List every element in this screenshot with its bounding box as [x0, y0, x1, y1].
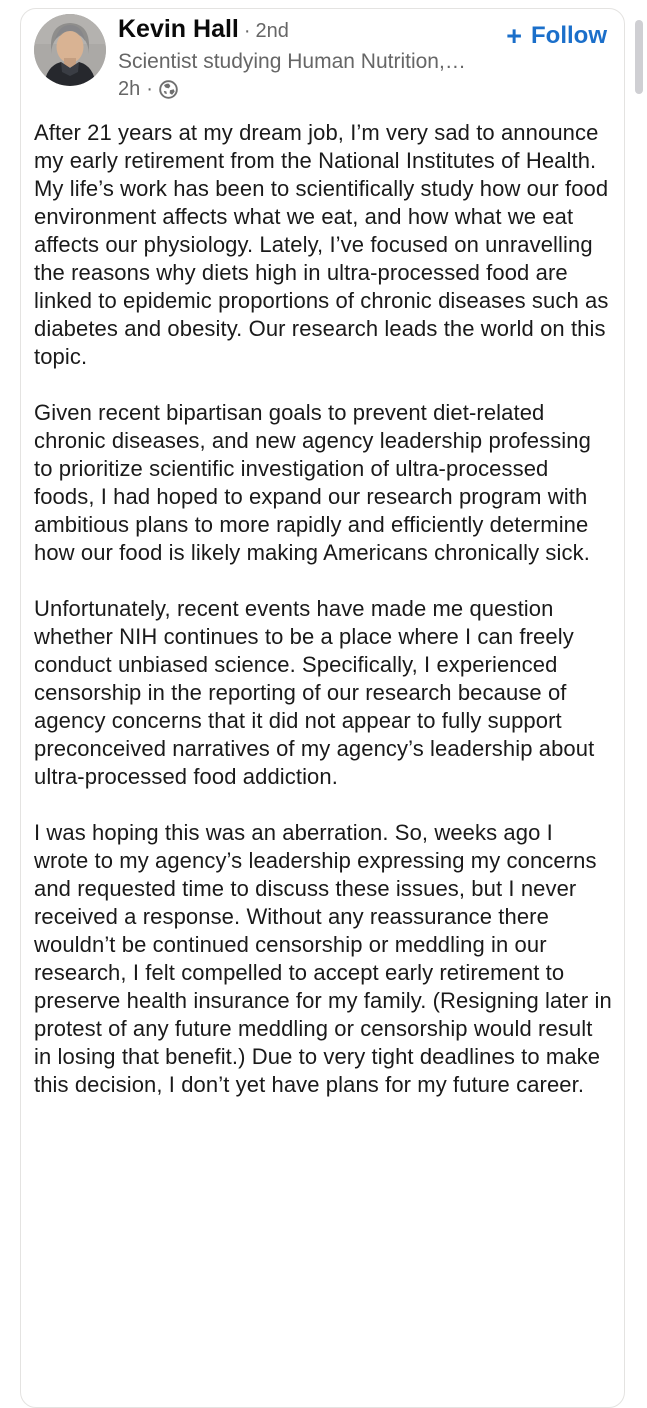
- avatar-photo: [34, 14, 106, 86]
- avatar[interactable]: [34, 14, 106, 86]
- post-meta: [118, 76, 496, 103]
- post-header: [34, 14, 611, 103]
- post-time: 2h: [118, 78, 141, 100]
- post-text: [34, 119, 613, 1099]
- connection-degree: 2nd: [255, 20, 289, 42]
- follow-button[interactable]: [506, 22, 607, 50]
- post-paragraph: Unfortunately, recent events have made me question whether NIH continues to be a place where I can freely conduct unbiased science. Specifically, I experienced censorship in the reporting of our research because of agency concerns that it did not appear to fully support preconceived narratives of my agency’s leadership about ultra-processed food addiction.: [34, 596, 595, 789]
- post-card: [20, 8, 625, 1408]
- author-name-row: [118, 14, 496, 47]
- separator-dot: ·: [243, 20, 251, 42]
- author-headline: Scientist studying Human Nutrition,…: [118, 50, 466, 73]
- scrollbar-thumb[interactable]: [635, 20, 643, 94]
- plus-icon: +: [506, 21, 523, 51]
- post-paragraph: After 21 years at my dream job, I’m very sad to announce my early retirement from the National Institutes of Health. My life’s work has been to scientifically study how our food environment affects what we eat, and how what we eat affects our physiology. Lately, I’ve focused on unravelling the reasons why diets high in ultra-processed food are linked to epidemic proportions of chronic diseases such as diabetes and obesity. Our research leads the world on this topic.: [34, 120, 609, 369]
- author-info: [118, 14, 496, 103]
- separator-dot: ·: [146, 78, 153, 100]
- post-paragraph: I was hoping this was an aberration. So, weeks ago I wrote to my agency’s leadership expressing my concerns and requested time to discuss these issues, but I never received a response. Without any reassurance there wouldn’t be continued censorship or meddling in our research, I felt compelled to accept early retirement to preserve health insurance for my family. (Resigning later in protest of any future meddling or censorship would result in losing that benefit.) Due to very tight deadlines to make this decision, I don’t yet have plans for my future career.: [34, 820, 612, 1097]
- post-paragraph: Given recent bipartisan goals to prevent diet-related chronic diseases, and new agency leadership professing to prioritize scientific investigation of ultra-processed foods, I had hoped to expand our research program with ambitious plans to more rapidly and efficiently determine how our food is likely making Americans chronically sick.: [34, 400, 591, 565]
- follow-label: Follow: [531, 22, 607, 49]
- author-name[interactable]: Kevin Hall: [118, 15, 239, 43]
- globe-icon: [159, 80, 178, 99]
